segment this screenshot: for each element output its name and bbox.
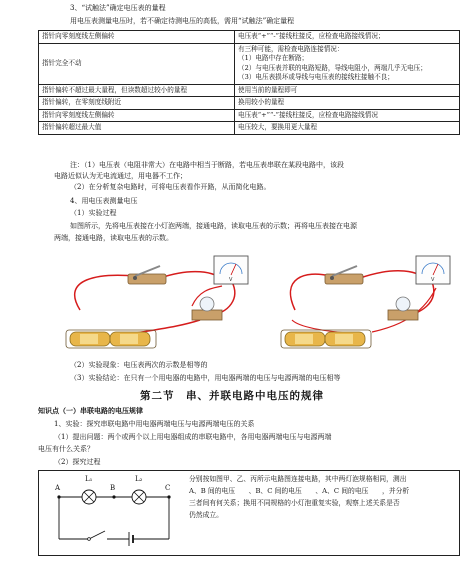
trouble-table — [38, 30, 460, 135]
remedy-line: （2）与电压表并联的电路短路，导线电阻小，两端几乎无电压； — [238, 63, 427, 72]
remedy-line: （1）电路中存在断路； — [238, 54, 309, 63]
remedy-cell — [235, 122, 460, 135]
symptom-cell: 指针向零刻度线左侧偏转 — [39, 31, 235, 44]
question-text: 电压有什么关系？ — [38, 445, 94, 453]
note-line: 电路近似认为无电流通过，用电器不工作； — [54, 172, 187, 180]
table-row — [39, 122, 460, 135]
experiment-heading: 1、实验：探究串联电路中用电器两端电压与电源两端电压的关系 — [54, 420, 255, 428]
section-title: 第二节 串、并联电路中电压的规律 — [140, 390, 324, 402]
process-heading: （1）实验过程 — [70, 209, 117, 217]
table-row — [39, 43, 460, 84]
heading-measure: 4、用电压表测量电压 — [70, 197, 138, 205]
probe-description — [189, 474, 454, 522]
note-line: （2）在分析复杂电路时，可将电压表看作开路，从而简化电路。 — [70, 183, 271, 191]
experiment-illustration — [0, 248, 474, 356]
process-text: 两端，接通电路，读取电压表的示数。 — [54, 234, 173, 242]
node-label-c: C — [165, 484, 171, 492]
symptom-cell: 指针偏转不超过最大量程，但读数超过较小的量程 — [39, 84, 235, 97]
symptom-cell: 指针向零刻度线左侧偏转 — [39, 109, 235, 122]
circuit-figure-right — [281, 256, 450, 348]
table-row — [39, 84, 460, 97]
remedy-cell — [235, 97, 460, 110]
note-line: 注：（1）电压表（电阻非常大）在电路中相当于断路，若电压表串联在某段电路中，该段 — [70, 161, 344, 169]
table-row — [39, 97, 460, 110]
circuit-figure-left — [66, 256, 248, 348]
remedy-line: 换用较小的量程 — [238, 98, 285, 107]
lamp-label-l2: L₂ — [135, 475, 143, 483]
probe-line: A、B 间的电压 、B、C 间的电压 、A、C 间的电压 ，并分析 — [189, 486, 410, 495]
node-label-b: B — [110, 484, 116, 492]
svg-text:V: V — [431, 277, 435, 283]
remedy-line: （3）电压表损坏或导线与电压表的接线柱接触不良； — [238, 73, 394, 82]
remedy-line: 使用当前的量程即可 — [238, 85, 298, 94]
remedy-line: 电压表“+”“-”接线柱接反，应检查电路接线情况； — [238, 32, 385, 40]
probe-box — [38, 470, 460, 556]
probe-line: 分别按如图甲、乙、丙所示电路图连接电路，其中两灯泡规格相同，测出 — [189, 475, 407, 483]
explore-heading: （2）探究过程 — [54, 458, 101, 466]
remedy-line: 电压表“+”“-”接线柱接反，应检查电路接线情况 — [238, 110, 378, 119]
process-text: 如图所示，先将电压表接在小灯泡两端，接通电路，读取电压表的示数；再将电压表接在电源 — [70, 222, 357, 230]
lamp-label-l1: L₁ — [85, 475, 93, 483]
symptom-cell: 指针偏转，在零刻度线附近 — [39, 97, 235, 110]
probe-line: 三者间有何关系；换用不同规格的小灯泡重复实验，观察上述关系是否 — [189, 498, 400, 507]
remedy-cell — [235, 43, 460, 84]
knowledge-point-title: 知识点（一）串联电路的电压规律 — [38, 407, 143, 415]
remedy-line: 电压较大，要换用更大量程 — [238, 123, 318, 132]
remedy-cell — [235, 84, 460, 97]
question-text: （1）提出问题：两个或两个以上用电器组成的串联电路中，各用电器两端电压与电源两端 — [54, 433, 332, 441]
table-row — [39, 109, 460, 122]
remedy-cell — [235, 31, 460, 44]
svg-text:V: V — [229, 277, 233, 283]
experiment-phenomenon: （2）实验现象：电压表两次的示数是相等的 — [70, 361, 208, 369]
table-row — [39, 31, 460, 44]
symptom-cell: 指针完全不动 — [39, 43, 235, 84]
remedy-line: 有三种可能，需检查电路连接情况： — [238, 44, 344, 53]
symptom-cell: 指针偏转超过最大值 — [39, 122, 235, 135]
remedy-cell — [235, 109, 460, 122]
intro-text: 用电压表测量电压时，若不确定待测电压的高低，需用“试触法”确定量程 — [70, 17, 295, 25]
probe-line: 仍然成立。 — [189, 510, 223, 519]
node-label-a: A — [55, 484, 61, 492]
heading-trial-touch: 3、“试触法”确定电压表的量程 — [70, 4, 166, 12]
experiment-conclusion: （3）实验结论：在只有一个用电器的电路中，用电器两端的电压与电源两端的电压相等 — [70, 374, 341, 382]
